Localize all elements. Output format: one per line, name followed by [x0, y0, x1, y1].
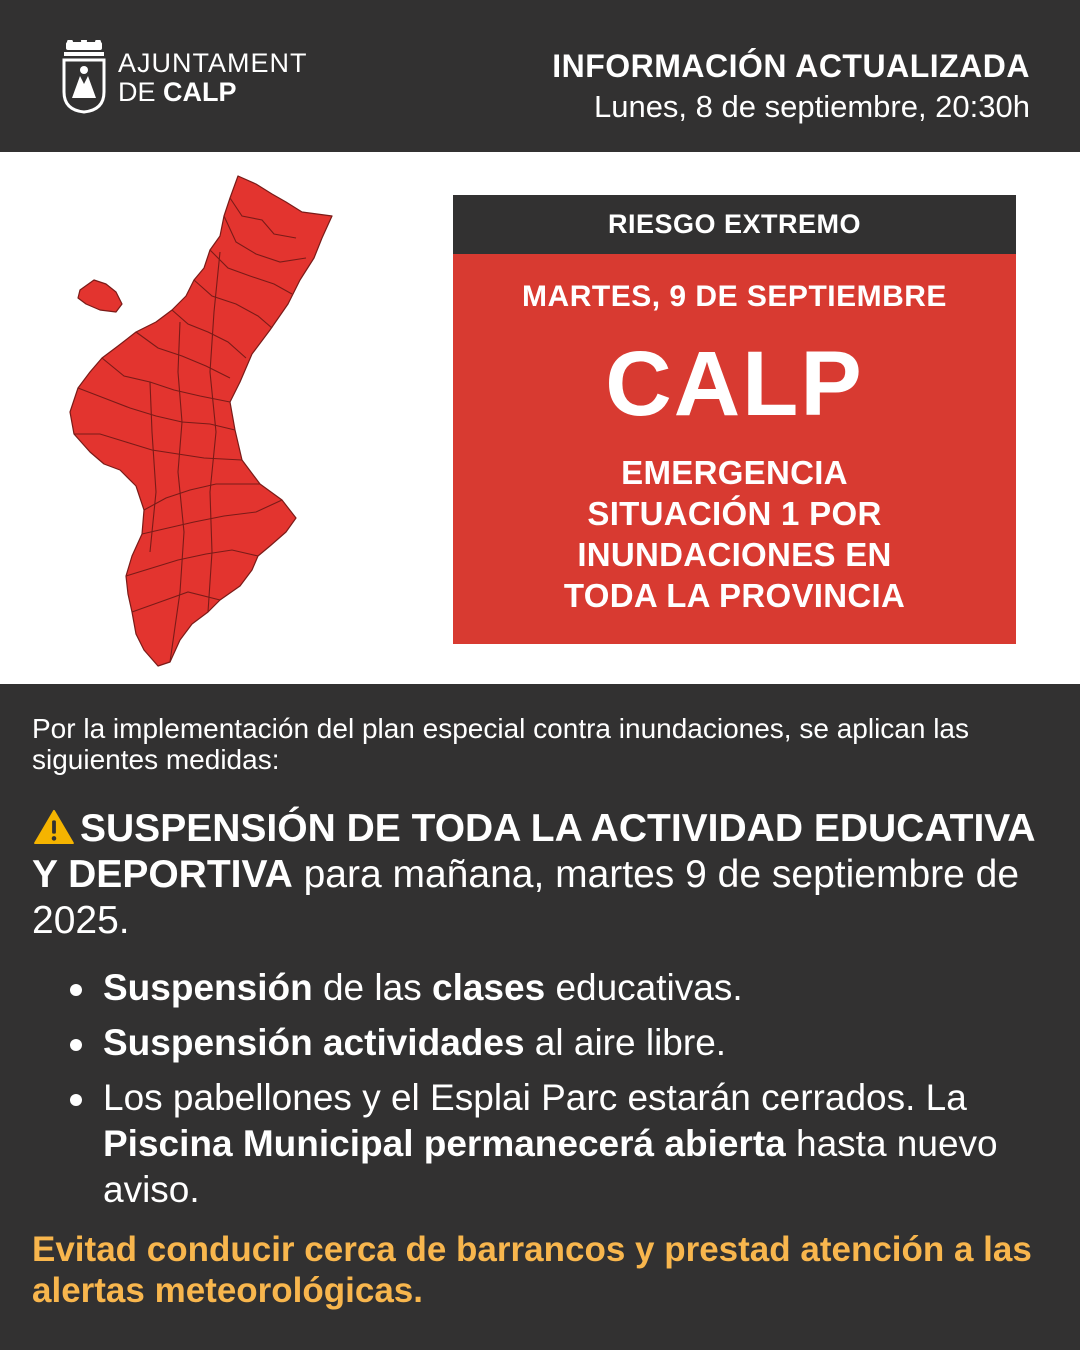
bullet-dot	[70, 984, 82, 996]
header-date: Lunes, 8 de septiembre, 20:30h	[593, 89, 1030, 124]
list-item	[70, 965, 1040, 1011]
bullet-dot	[70, 1094, 82, 1106]
measures-list	[70, 965, 1040, 1222]
risk-city: CALP	[605, 333, 864, 435]
comunitat-valenciana-map	[60, 172, 340, 672]
bullet-text: de las	[312, 967, 432, 1008]
bullet-text: hasta nuevo aviso.	[103, 1123, 998, 1210]
logo-line2	[118, 79, 308, 106]
bullet-text: al aire libre.	[524, 1022, 727, 1063]
crest-icon	[60, 40, 108, 114]
main-measure	[32, 806, 1042, 944]
ajuntament-logo	[60, 40, 308, 116]
main-measure-rest: para mañana, martes 9 de septiembre de 2025.	[32, 853, 1020, 942]
bullet-bold: Suspensión actividades	[103, 1022, 525, 1063]
bullet-dot	[70, 1039, 82, 1051]
risk-message-line: SITUACIÓN 1 POR	[587, 495, 882, 532]
risk-box	[453, 254, 1016, 644]
warning-icon	[32, 809, 76, 845]
logo-text	[118, 50, 308, 106]
bullet-bold: Piscina Municipal permanecerá abierta	[103, 1123, 786, 1164]
header-info	[552, 48, 1030, 125]
risk-date: MARTES, 9 DE SEPTIEMBRE	[522, 280, 947, 313]
intro-text: Por la implementación del plan especial contra inundaciones, se aplican las siguientes medidas:	[32, 713, 970, 775]
logo-line2-bold: CALP	[163, 77, 237, 107]
bullet-text: Los pabellones y el Esplai Parc estarán cerrados. La	[103, 1077, 967, 1118]
risk-message-line: EMERGENCIA	[621, 454, 848, 491]
bullet-bold: clases	[432, 967, 546, 1008]
safety-advice: Evitad conducir cerca de barrancos y prestad atención a las alertas meteorológicas.	[32, 1230, 1032, 1310]
bullet-text: educativas.	[545, 967, 743, 1008]
main-measure-bold: SUSPENSIÓN DE TODA LA ACTIVIDAD EDUCATIVA Y DEPORTIVA	[32, 807, 1035, 896]
list-item	[70, 1075, 1040, 1213]
list-item	[70, 1020, 1040, 1066]
header-bar	[0, 0, 1080, 152]
header-title: INFORMACIÓN ACTUALIZADA	[552, 48, 1030, 84]
risk-message	[493, 452, 976, 616]
risk-level-label: RIESGO EXTREMO	[453, 195, 1016, 254]
bullet-bold: Suspensión	[103, 967, 313, 1008]
risk-message-line: INUNDACIONES EN	[577, 536, 892, 573]
logo-line2-prefix: DE	[118, 77, 156, 107]
logo-line1: AJUNTAMENT	[118, 48, 308, 78]
risk-message-line: TODA LA PROVINCIA	[563, 577, 906, 614]
